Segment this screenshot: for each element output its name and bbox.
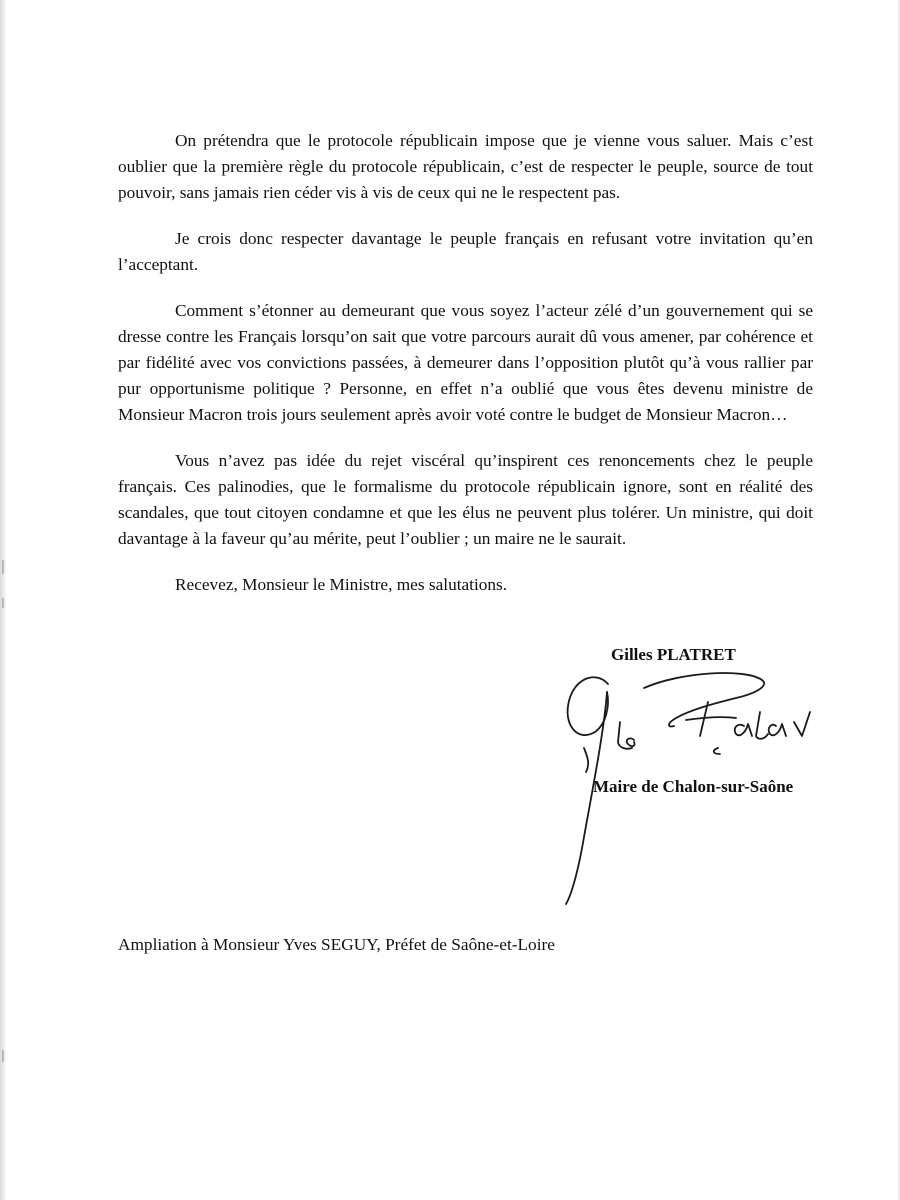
paragraph-protocol: On prétendra que le protocole républicain impose que je vienne vous saluer. Mais c’est oublier que la première règle du protocole républicain, c’est de respecter le peuple, source de tout pouvoir, sans jamais rien céder vis à vis de ceux qui ne le respectent pas. bbox=[118, 131, 813, 202]
scan-artifact bbox=[2, 598, 4, 608]
signature-stroke bbox=[686, 717, 736, 720]
paragraph-government: Comment s’étonner au demeurant que vous soyez l’acteur zélé d’un gouvernement qui se dresse contre les Français lorsqu’on sait que votre parcours aurait dû vous amener, par cohérence et par fidélité avec vos convictions passées, à demeurer dans l’opposition plutôt qu’à vous rallier par pur opportunisme politique ? Personne, en effet n’a oublié que vous êtes devenu ministre de Monsieur Macron trois jours seulement après avoir voté contre le budget de Monsieur Macron… bbox=[118, 301, 813, 424]
signature-stroke bbox=[568, 677, 608, 735]
signature-stroke bbox=[627, 738, 635, 746]
scan-artifact bbox=[2, 1050, 4, 1062]
signature-stroke bbox=[794, 712, 810, 736]
paragraph-refusal: Je crois donc respecter davantage le peuple français en refusant votre invitation qu’en l’acceptant. bbox=[118, 229, 813, 274]
signature-stroke bbox=[756, 712, 768, 739]
signature-stroke bbox=[735, 724, 752, 736]
paragraph-rejection: Vous n’avez pas idée du rejet viscéral qu’inspirent ces renoncements chez le peuple français. Ces palinodies, que le formalisme du protocole républicain ignore, sont en réalité des scandales, que tout citoyen condamne et que les élus ne peuvent plus tolérer. Un ministre, qui doit davantage à la faveur qu’au mérite, peut l’oublier ; un maire ne le saurait. bbox=[118, 451, 813, 548]
signature-stroke bbox=[714, 748, 720, 754]
signature-stroke bbox=[769, 724, 786, 736]
letter-body bbox=[118, 128, 813, 618]
signer-title: Maire de Chalon-sur-Saône bbox=[593, 777, 794, 796]
scan-artifact bbox=[2, 560, 4, 574]
signature-stroke bbox=[566, 692, 607, 904]
closing-salutation: Recevez, Monsieur le Ministre, mes salutations. bbox=[175, 575, 508, 594]
signature-stroke bbox=[584, 748, 588, 772]
signer-last-name: PLATRET bbox=[656, 645, 736, 664]
ampliation-note: Ampliation à Monsieur Yves SEGUY, Préfet de Saône-et-Loire bbox=[118, 935, 555, 954]
signer-first-name: Gilles bbox=[611, 645, 653, 664]
